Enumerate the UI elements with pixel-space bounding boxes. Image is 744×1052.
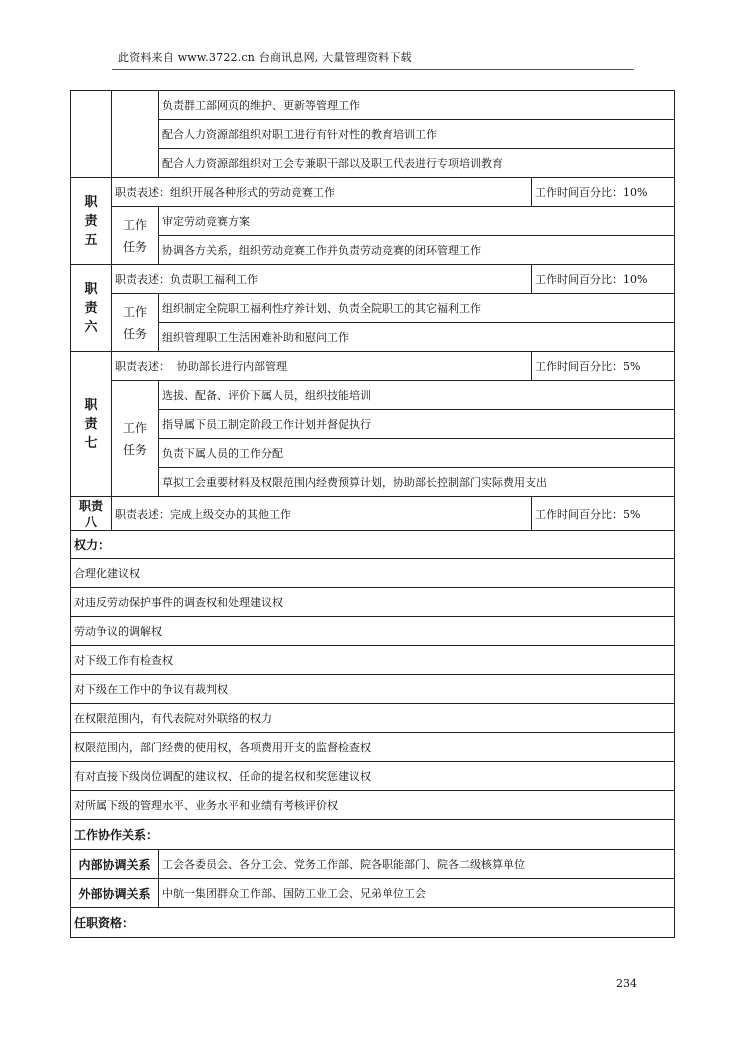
task-item: 审定劳动竞赛方案 [159, 207, 675, 236]
table-row [71, 178, 675, 207]
page-number: 234 [616, 977, 637, 990]
task-item: 负责群工部网页的维护、更新等管理工作 [159, 91, 675, 120]
table-row [71, 294, 675, 323]
task-item: 草拟工会重要材料及权限范围内经费预算计划，协助部长控制部门实际费用支出 [159, 468, 675, 497]
list-item [71, 733, 675, 762]
table-row [71, 91, 675, 120]
table-row [71, 879, 675, 908]
time-percent: 工作时间百分比：5% [532, 352, 675, 381]
table-row [71, 381, 675, 410]
authority-item: 对违反劳动保护事件的调查权和处理建议权 [71, 588, 675, 617]
authority-title: 权力： [71, 531, 675, 559]
table-row [71, 323, 675, 352]
duty-label-7: 职 责 七 [71, 352, 112, 497]
list-item [71, 646, 675, 675]
task-item: 协调各方关系，组织劳动竞赛工作并负责劳动竞赛的闭环管理工作 [159, 236, 675, 265]
list-item [71, 704, 675, 733]
list-item [71, 791, 675, 820]
duty-label-cont [71, 91, 112, 178]
table-row [71, 410, 675, 439]
task-item: 组织制定全院职工福利性疗养计划、负责全院职工的其它福利工作 [159, 294, 675, 323]
page-header: 此资料来自 www.3722.cn 台商讯息网, 大量管理资料下载 [112, 46, 634, 70]
task-item: 配合人力资源部组织对工会专兼职干部以及职工代表进行专项培训教育 [159, 149, 675, 178]
task-item: 负责下属人员的工作分配 [159, 439, 675, 468]
table-row [71, 265, 675, 294]
table-row [71, 149, 675, 178]
table-row [71, 120, 675, 149]
list-item [71, 617, 675, 646]
job-description-table [70, 90, 675, 938]
authority-item: 对下级在工作中的争议有裁判权 [71, 675, 675, 704]
list-item [71, 762, 675, 791]
duty-label-8: 职责 八 [71, 497, 112, 531]
coordination-title: 工作协作关系： [71, 820, 675, 850]
table-row [71, 352, 675, 381]
table-row [71, 820, 675, 850]
authority-item: 合理化建议权 [71, 559, 675, 588]
task-item: 配合人力资源部组织对职工进行有针对性的教育培训工作 [159, 120, 675, 149]
task-item: 选拔、配备、评价下属人员，组织技能培训 [159, 381, 675, 410]
task-label-cont [112, 91, 159, 178]
task-item: 组织管理职工生活困难补助和慰问工作 [159, 323, 675, 352]
time-percent: 工作时间百分比：5% [532, 497, 675, 531]
table-row [71, 850, 675, 879]
time-percent: 工作时间百分比：10% [532, 265, 675, 294]
external-coordination-label: 外部协调关系 [71, 879, 159, 908]
authority-item: 权限范围内，部门经费的使用权，各项费用开支的监督检查权 [71, 733, 675, 762]
task-label: 工作 任务 [112, 294, 159, 352]
task-label: 工作 任务 [112, 381, 159, 497]
table-row [71, 468, 675, 497]
authority-item: 在权限范围内，有代表院对外联络的权力 [71, 704, 675, 733]
duty-description: 职责表述： 协助部长进行内部管理 [112, 352, 532, 381]
table-row [71, 207, 675, 236]
authority-item: 劳动争议的调解权 [71, 617, 675, 646]
duty-description: 职责表述：完成上级交办的其他工作 [112, 497, 532, 531]
authority-item: 有对直接下级岗位调配的建议权、任命的提名权和奖惩建议权 [71, 762, 675, 791]
authority-item: 对所属下级的管理水平、业务水平和业绩有考核评价权 [71, 791, 675, 820]
internal-coordination-label: 内部协调关系 [71, 850, 159, 879]
duty-label-6: 职 责 六 [71, 265, 112, 352]
list-item [71, 675, 675, 704]
table-row [71, 439, 675, 468]
task-label: 工作 任务 [112, 207, 159, 265]
qualification-title: 任职资格： [71, 908, 675, 938]
table-row [71, 908, 675, 938]
duty-description: 职责表述：组织开展各种形式的劳动竞赛工作 [112, 178, 532, 207]
internal-coordination-value: 工会各委员会、各分工会、党务工作部、院各职能部门、院各二级核算单位 [159, 850, 675, 879]
list-item [71, 559, 675, 588]
task-item: 指导属下员工制定阶段工作计划并督促执行 [159, 410, 675, 439]
table-row [71, 497, 675, 531]
duty-label-5: 职 责 五 [71, 178, 112, 265]
time-percent: 工作时间百分比：10% [532, 178, 675, 207]
table-row [71, 531, 675, 559]
table-row [71, 236, 675, 265]
list-item [71, 588, 675, 617]
authority-item: 对下级工作有检查权 [71, 646, 675, 675]
external-coordination-value: 中航一集团群众工作部、国防工业工会、兄弟单位工会 [159, 879, 675, 908]
duty-description: 职责表述：负责职工福利工作 [112, 265, 532, 294]
